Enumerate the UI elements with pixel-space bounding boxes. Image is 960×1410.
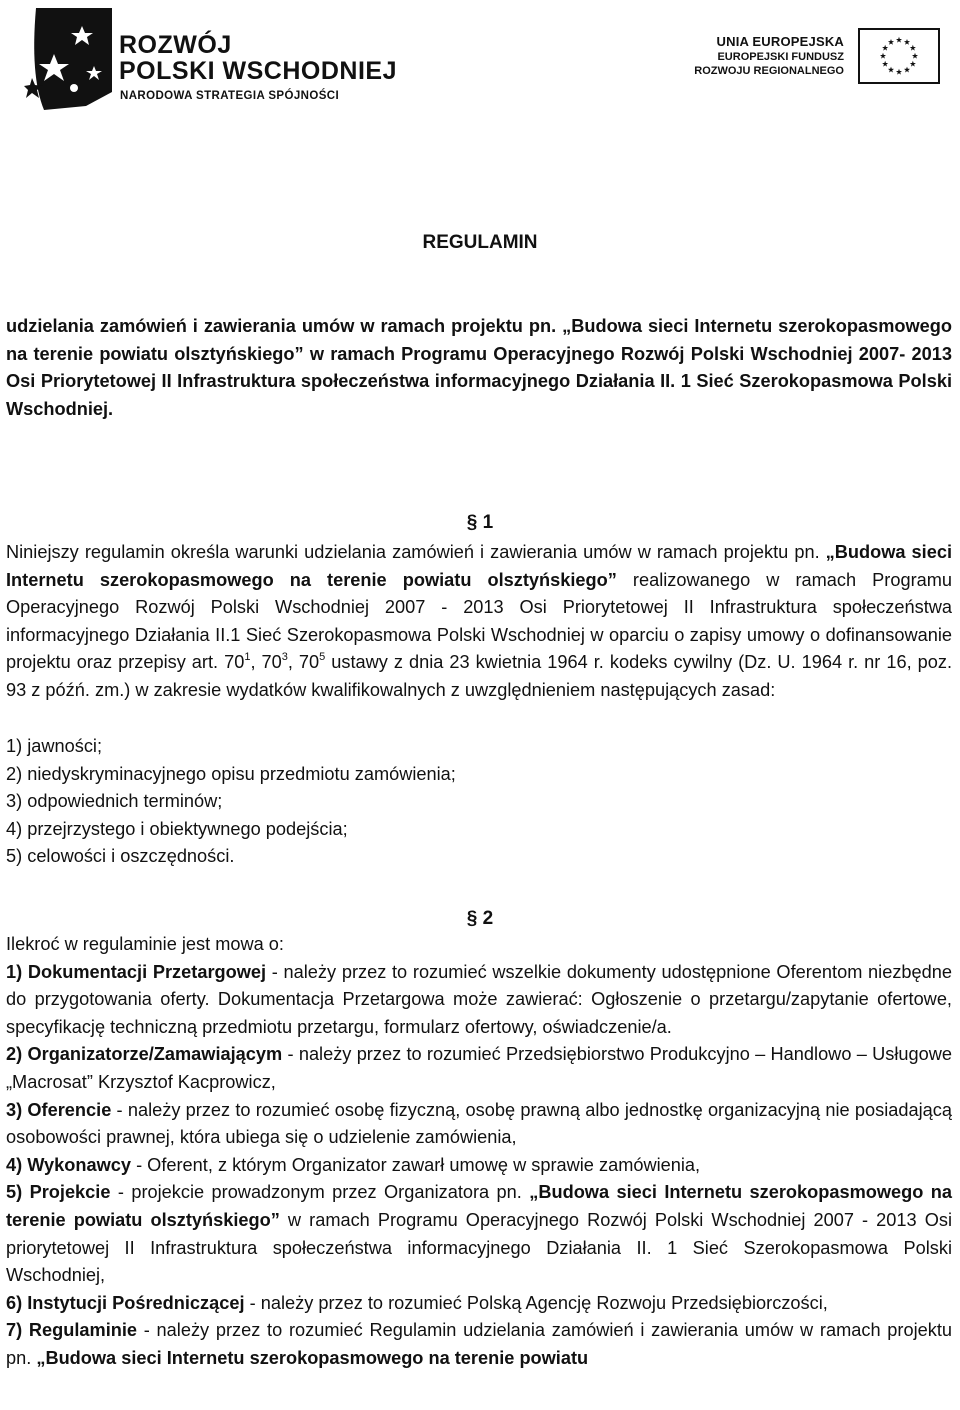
definition-item: [6, 1317, 952, 1372]
definition-term: 7) Regulaminie: [6, 1320, 138, 1341]
eu-star-icon: [904, 39, 910, 45]
rule-item: 5) celowości i oszczędności.: [6, 846, 235, 867]
rule-item: 1) jawności;: [6, 736, 103, 756]
eu-logo-line-2: EUROPEJSKI FUNDUSZ: [717, 51, 844, 63]
definition-text: - projekcie prowadzonym przez Organizatora pn.: [110, 1182, 530, 1203]
eu-star-icon: [904, 67, 910, 73]
s1-sup-2: 3: [281, 651, 288, 664]
intro-project-name: „Budowa sieci Internetu szerokopasmowego na terenie powiatu olsztyńskiego”: [6, 316, 952, 364]
logo-line-1: ROZWÓJ: [119, 31, 232, 59]
section-1-rules: [6, 733, 952, 871]
definition-term: 3) Oferencie: [6, 1099, 112, 1120]
stars-emblem-icon: [24, 6, 116, 110]
eu-logo-line-3: ROZWOJU REGIONALNEGO: [694, 65, 844, 77]
rule-item: 3) odpowiednich terminów;: [6, 791, 223, 812]
eu-star-icon: [896, 37, 902, 43]
eu-star-icon: [896, 69, 902, 75]
eu-star-icon: [882, 61, 888, 67]
s1-text-5: , 70: [287, 652, 320, 673]
definition-term: 6) Instytucji Pośredniczącej: [6, 1292, 245, 1313]
eu-star-icon: [882, 45, 888, 51]
definition-item: [6, 1097, 952, 1152]
logo-line-3: NARODOWA STRATEGIA SPÓJNOŚCI: [120, 90, 340, 102]
logo-line-2: POLSKI WSCHODNIEJ: [119, 57, 397, 85]
definition-project-name: „Budowa sieci Internetu szerokopasmowego na terenie powiatu: [36, 1347, 589, 1368]
section-2-mark: § 2: [466, 908, 494, 929]
s1-text-6: ustawy z dnia 23 kwietnia 1964 r. kodeks cywilny (Dz. U. 1964 r. nr 16, poz. 93 z późń. zm.) w zakresie wydatków kwalifikowalnych z uwzględnieniem następujących zasad:: [6, 652, 953, 700]
eu-star-icon: [880, 53, 886, 59]
intro-text-a: udzielania zamówień i zawierania umów w ramach projektu pn.: [6, 316, 563, 336]
eu-star-icon: [910, 45, 916, 51]
definition-term: 2) Organizatorze/Zamawiającym: [6, 1044, 283, 1065]
definition-text: - Oferent, z którym Organizator zawarł umowę w sprawie zamówienia,: [131, 1154, 701, 1175]
eu-logo: [694, 28, 940, 88]
definition-text: - należy przez to rozumieć Regulamin udzielania zamówień i zawierania umów w ramach projektu pn.: [6, 1320, 952, 1368]
document-title: REGULAMIN: [422, 232, 538, 253]
eu-star-icon: [888, 67, 894, 73]
s1-sup-3: 5: [319, 651, 326, 664]
s1-text-4: , 70: [250, 652, 282, 673]
eu-star-icon: [910, 61, 916, 67]
section-2-definitions: [6, 931, 952, 1373]
eu-star-icon: [912, 53, 918, 59]
definition-term: 4) Wykonawcy: [6, 1154, 132, 1175]
definition-text: - należy przez to rozumieć Polską Agencję Rozwoju Przedsiębiorczości,: [244, 1292, 828, 1313]
s1-text-1: Niniejszy regulamin określa warunki udzielania zamówień i zawierania umów w ramach projektu pn.: [6, 542, 826, 562]
rule-item: 2) niedyskryminacyjnego opisu przedmiotu zamówienia;: [6, 763, 456, 784]
definition-item: [6, 1152, 952, 1180]
definition-text: w ramach Programu Operacyjnego Rozwój Polski Wschodniej 2007 - 2013 Osi priorytetowej II Infrastruktura społeczeństwa informacyjnego Działania II. 1 Sieć Szerokopasmowa Polski Wschodniej,: [6, 1209, 952, 1286]
intro-paragraph: [6, 313, 952, 423]
section-2-intro: Ilekroć w regulaminie jest mowa o:: [6, 934, 284, 954]
s1-sup-1: 1: [244, 651, 251, 664]
definition-item: [6, 1179, 952, 1289]
rule-item: 4) przejrzystego i obiektywnego podejścia;: [6, 818, 348, 839]
section-1-mark: § 1: [466, 512, 494, 533]
definition-text: - należy przez to rozumieć wszelkie dokumenty udostępnione Oferentom niezbędne do przygotowania oferty. Dokumentacja Przetargowa może zawierać: Ogłoszenie o przetargu/zapytanie ofertowe, specyfikację techniczną przedmiotu przetargu, formularz ofertowy, oświadczenie/a.: [6, 961, 952, 1037]
intro-text-c: w ramach Programu Operacyjnego Rozwój Polski Wschodniej 2007- 2013 Osi Priorytetowej II Infrastruktura społeczeństwa informacyjnego Działania II. 1 Sieć Szerokopasmowa Polski Wschodniej.: [6, 343, 952, 419]
definition-project-name: „Budowa sieci Internetu szerokopasmowego na terenie powiatu olsztyńskiego”: [6, 1182, 952, 1230]
eu-star-icon: [888, 39, 894, 45]
definition-term: 5) Projekcie: [6, 1182, 111, 1203]
s1-project-name: „Budowa sieci Internetu szerokopasmowego na terenie powiatu olsztyńskiego”: [6, 542, 952, 590]
definition-item: [6, 1290, 952, 1318]
rozwoj-polski-wschodniej-logo: [24, 6, 404, 114]
definition-text: - należy przez to rozumieć osobę fizyczną, osobę prawną albo jednostkę organizacyjną nie posiadającą osobowości prawnej, która ubiega się o udzielenie zamówienia,: [6, 1099, 952, 1148]
definition-item: [6, 959, 952, 1042]
s1-text-3: realizowanego w ramach Programu Operacyjnego Rozwój Polski Wschodniej 2007 - 2013 Osi Priorytetowej II Infrastruktura społeczeństwa informacyjnego Działania II.1 Sieć Szerokopasmowa Polski Wschodniej w oparciu o zapisy umowy o dofinansowanie projektu oraz przepisy art. 70: [6, 569, 952, 673]
eu-flag-icon: [858, 28, 940, 84]
definition-term: 1) Dokumentacji Przetargowej: [6, 961, 267, 982]
definition-text: - należy przez to rozumieć Przedsiębiorstwo Produkcyjno – Handlowo – Usługowe „Macrosat” Krzysztof Kacprowicz,: [6, 1044, 952, 1092]
eu-logo-line-1: UNIA EUROPEJSKA: [716, 34, 844, 49]
section-1-paragraph: [6, 539, 952, 705]
definition-item: [6, 1041, 952, 1096]
